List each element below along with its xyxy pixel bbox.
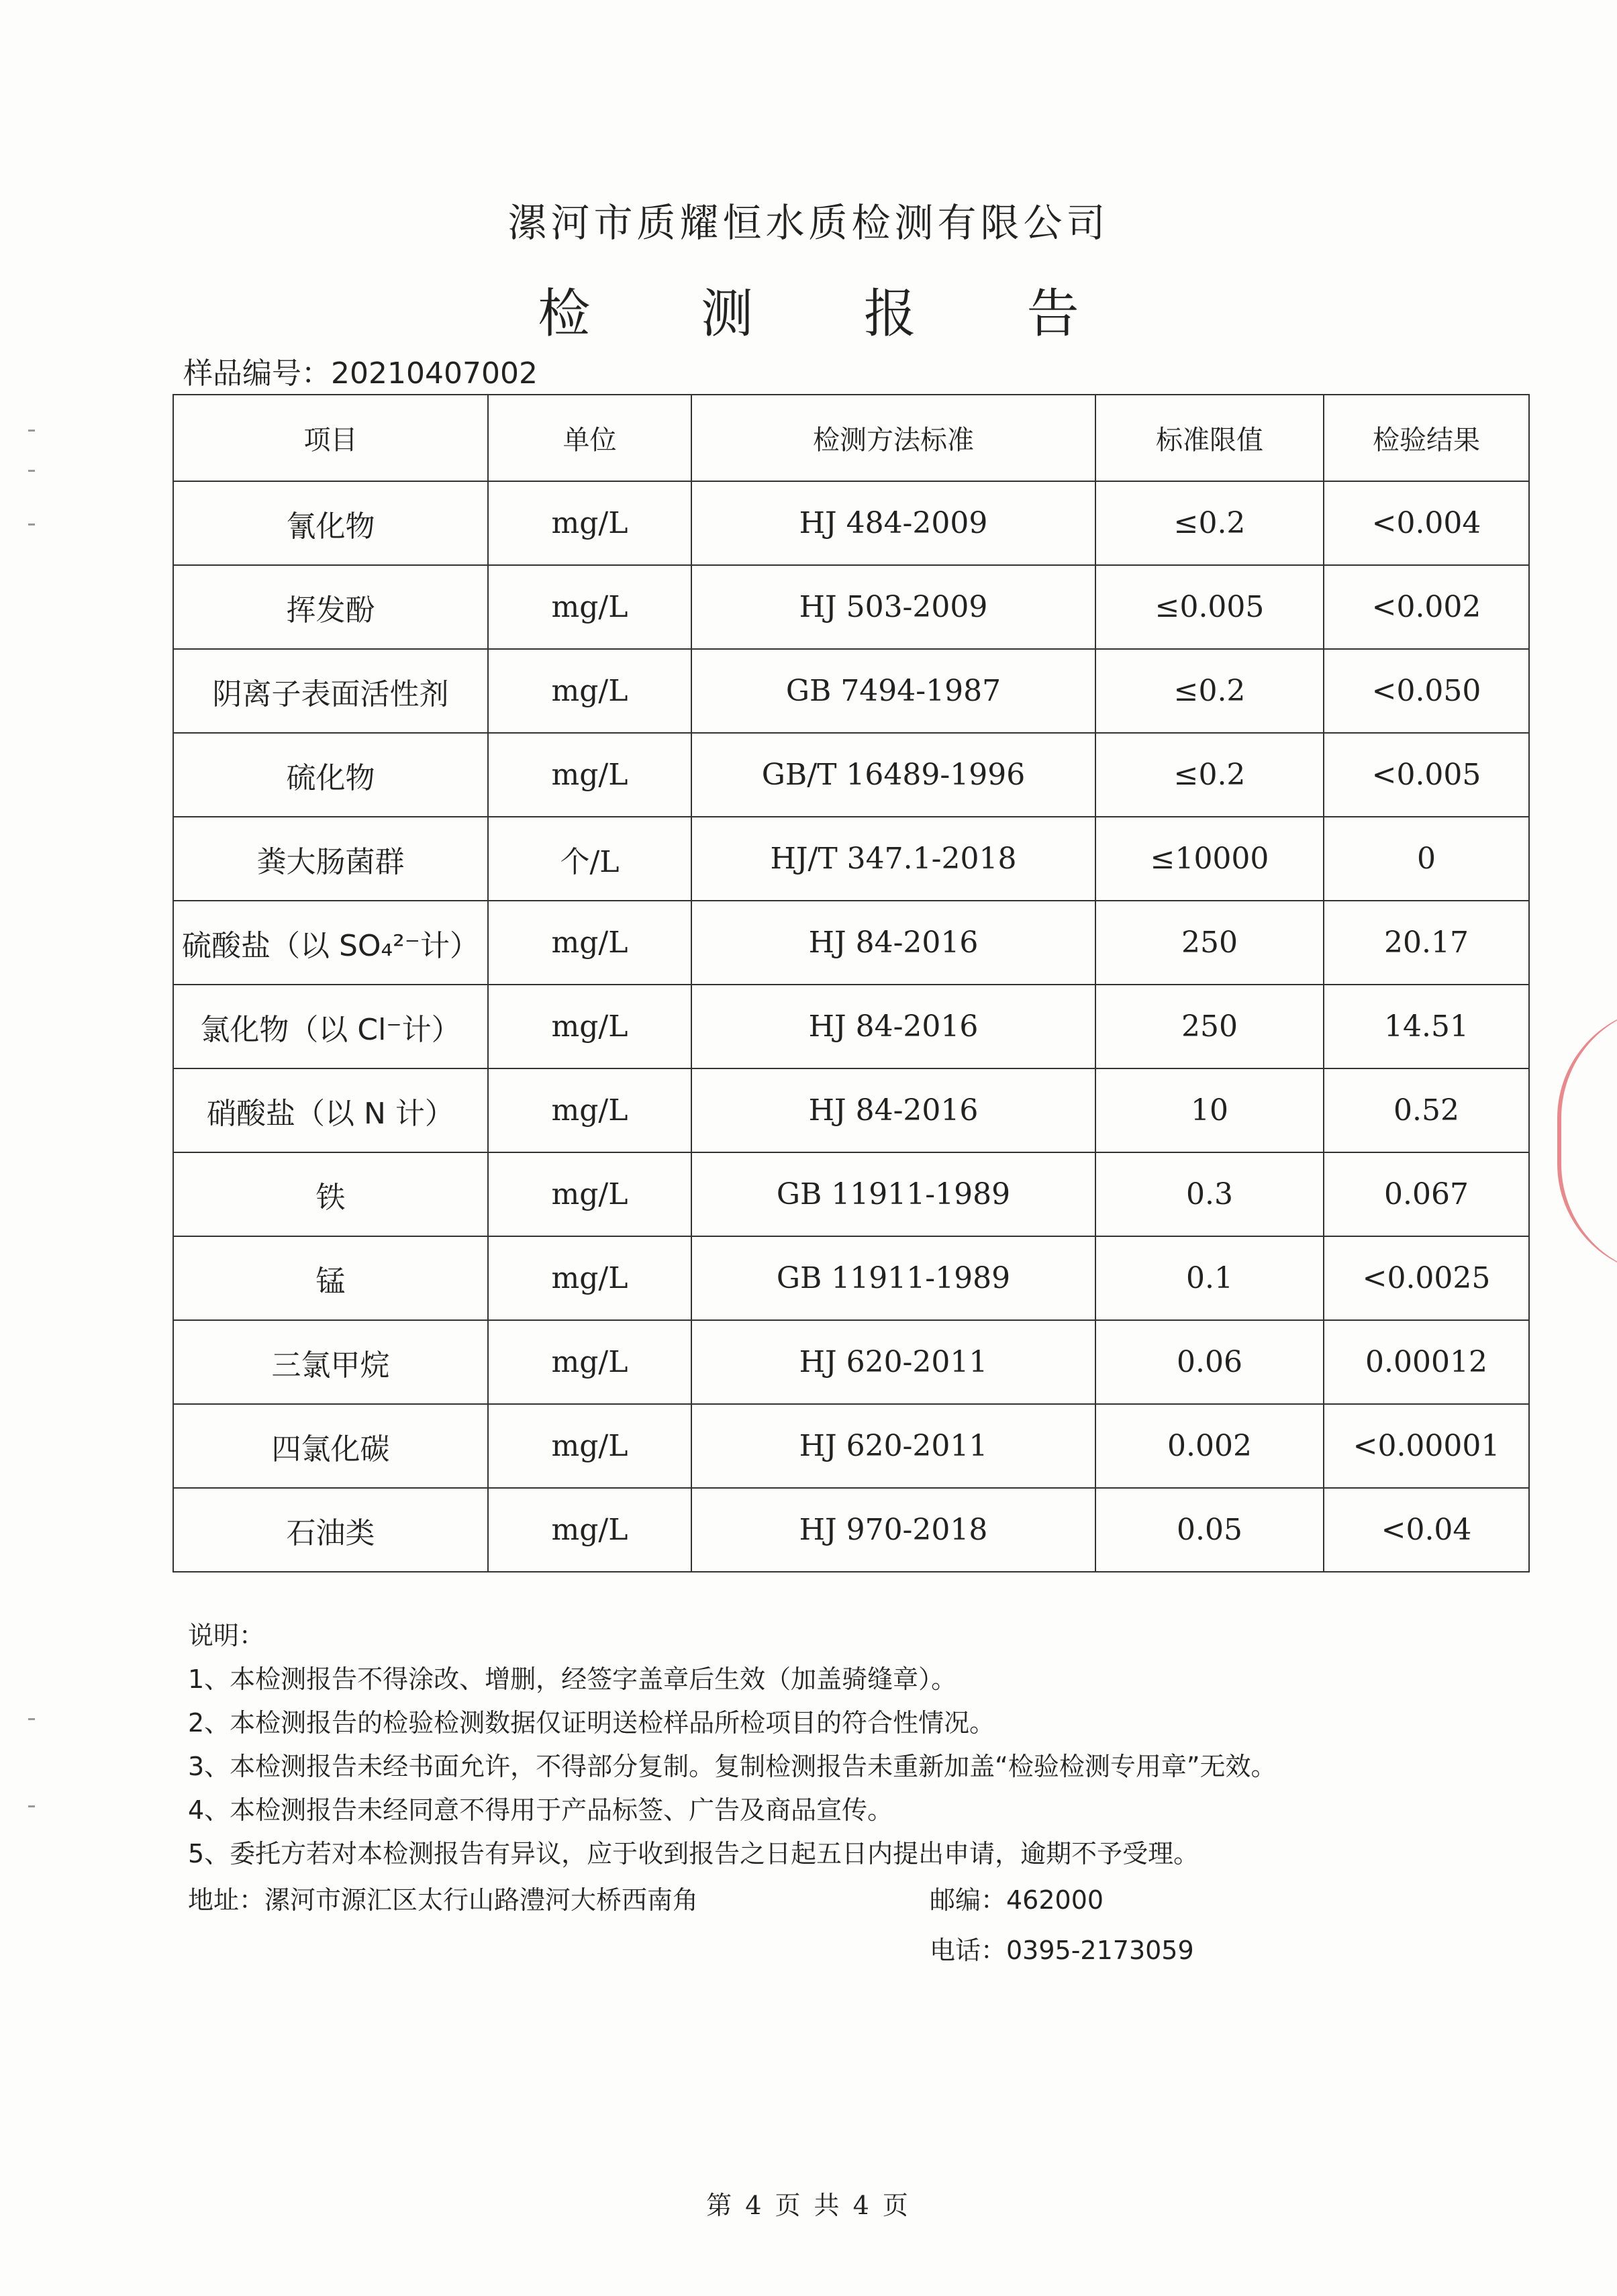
- table-row: [173, 1152, 1529, 1236]
- page-number: 第 4 页 共 4 页: [706, 2191, 911, 2220]
- cell-method: GB 11911-1989: [691, 1152, 1095, 1236]
- postcode: 邮编：462000: [930, 1885, 1104, 1915]
- cell-item: 氰化物: [173, 481, 488, 565]
- cell-method: HJ 970-2018: [691, 1488, 1095, 1572]
- address: 地址：漯河市源汇区太行山路澧河大桥西南角: [188, 1885, 699, 1915]
- cell-limit: 10: [1095, 1068, 1324, 1152]
- col-header-result: 检验结果: [1324, 395, 1529, 481]
- cell-limit: 0.3: [1095, 1152, 1324, 1236]
- cell-method: GB/T 16489-1996: [691, 733, 1095, 817]
- cell-method: HJ 620-2011: [691, 1404, 1095, 1488]
- table-row: [173, 985, 1529, 1068]
- cell-item: 石油类: [173, 1488, 488, 1572]
- cell-method: HJ 84-2016: [691, 985, 1095, 1068]
- cell-method: HJ 84-2016: [691, 1068, 1095, 1152]
- seal-stamp-edge: [1557, 1007, 1617, 1275]
- cell-unit: mg/L: [488, 1152, 691, 1236]
- cell-unit: mg/L: [488, 1488, 691, 1572]
- cell-result: <0.04: [1324, 1488, 1529, 1572]
- notes-section: [188, 1614, 1530, 1876]
- table-row: [173, 901, 1529, 985]
- cell-item: 硫酸盐（以 SO₄²⁻计）: [173, 901, 488, 985]
- cell-method: GB 11911-1989: [691, 1236, 1095, 1320]
- cell-item: 硫化物: [173, 733, 488, 817]
- cell-result: <0.005: [1324, 733, 1529, 817]
- cell-unit: mg/L: [488, 481, 691, 565]
- cell-result: 14.51: [1324, 985, 1529, 1068]
- cell-item: 锰: [173, 1236, 488, 1320]
- cell-limit: ≤0.2: [1095, 733, 1324, 817]
- cell-method: HJ/T 347.1-2018: [691, 817, 1095, 901]
- note-line: 1、本检测报告不得涂改、增删，经签字盖章后生效（加盖骑缝章）。: [188, 1664, 957, 1694]
- col-header-unit: 单位: [488, 395, 691, 481]
- cell-result: <0.00001: [1324, 1404, 1529, 1488]
- cell-result: 0.52: [1324, 1068, 1529, 1152]
- phone: 电话：0395-2173059: [930, 1936, 1194, 1965]
- cell-unit: mg/L: [488, 565, 691, 649]
- note-line: 3、本检测报告未经书面允许，不得部分复制。复制检测报告未重新加盖“检验检测专用章”无效。: [188, 1752, 1277, 1781]
- cell-result: 20.17: [1324, 901, 1529, 985]
- table-row: [173, 1068, 1529, 1152]
- cell-item: 挥发酚: [173, 565, 488, 649]
- cell-limit: ≤0.005: [1095, 565, 1324, 649]
- cell-limit: 250: [1095, 901, 1324, 985]
- cell-limit: ≤0.2: [1095, 481, 1324, 565]
- table-row: [173, 1404, 1529, 1488]
- table-row: [173, 1488, 1529, 1572]
- cell-unit: mg/L: [488, 1236, 691, 1320]
- cell-result: <0.002: [1324, 565, 1529, 649]
- cell-unit: mg/L: [488, 1068, 691, 1152]
- sample-number: [183, 349, 538, 392]
- cell-result: 0: [1324, 817, 1529, 901]
- scan-mark: [28, 1805, 35, 1807]
- company-name: 漯河市质耀恒水质检测有限公司: [507, 200, 1110, 246]
- cell-unit: mg/L: [488, 649, 691, 733]
- cell-result: 0.00012: [1324, 1320, 1529, 1404]
- cell-method: HJ 503-2009: [691, 565, 1095, 649]
- cell-limit: 0.1: [1095, 1236, 1324, 1320]
- cell-limit: ≤0.2: [1095, 649, 1324, 733]
- table-row: [173, 481, 1529, 565]
- scan-mark: [28, 523, 35, 526]
- cell-limit: 0.06: [1095, 1320, 1324, 1404]
- table-row: [173, 649, 1529, 733]
- cell-item: 三氯甲烷: [173, 1320, 488, 1404]
- cell-result: 0.067: [1324, 1152, 1529, 1236]
- cell-limit: ≤10000: [1095, 817, 1324, 901]
- cell-result: <0.050: [1324, 649, 1529, 733]
- scan-mark: [28, 470, 35, 472]
- sample-number-value: 20210407002: [331, 356, 538, 391]
- cell-item: 氯化物（以 Cl⁻计）: [173, 985, 488, 1068]
- table-row: [173, 817, 1529, 901]
- cell-item: 阴离子表面活性剂: [173, 649, 488, 733]
- report-title: 检 测 报 告: [538, 284, 1126, 344]
- col-header-method: 检测方法标准: [691, 395, 1095, 481]
- cell-limit: 0.002: [1095, 1404, 1324, 1488]
- col-header-limit: 标准限值: [1095, 395, 1324, 481]
- cell-item: 铁: [173, 1152, 488, 1236]
- cell-unit: 个/L: [488, 817, 691, 901]
- cell-limit: 0.05: [1095, 1488, 1324, 1572]
- table-row: [173, 733, 1529, 817]
- sample-number-label: 样品编号：: [183, 356, 331, 391]
- table-row: [173, 565, 1529, 649]
- table-row: [173, 1320, 1529, 1404]
- cell-unit: mg/L: [488, 901, 691, 985]
- cell-method: HJ 484-2009: [691, 481, 1095, 565]
- scan-mark: [28, 1718, 35, 1720]
- scan-mark: [28, 430, 35, 432]
- cell-unit: mg/L: [488, 985, 691, 1068]
- note-line: 4、本检测报告未经同意不得用于产品标签、广告及商品宣传。: [188, 1795, 893, 1825]
- cell-item: 粪大肠菌群: [173, 817, 488, 901]
- cell-item: 硝酸盐（以 N 计）: [173, 1068, 488, 1152]
- cell-limit: 250: [1095, 985, 1324, 1068]
- cell-result: <0.0025: [1324, 1236, 1529, 1320]
- cell-item: 四氯化碳: [173, 1404, 488, 1488]
- notes-heading: 说明：: [188, 1621, 265, 1650]
- table-row: [173, 1236, 1529, 1320]
- col-header-item: 项目: [173, 395, 488, 481]
- results-table: [173, 394, 1530, 1573]
- cell-method: HJ 620-2011: [691, 1320, 1095, 1404]
- note-line: 2、本检测报告的检验检测数据仅证明送检样品所检项目的符合性情况。: [188, 1708, 995, 1738]
- cell-unit: mg/L: [488, 1320, 691, 1404]
- cell-unit: mg/L: [488, 1404, 691, 1488]
- cell-method: GB 7494-1987: [691, 649, 1095, 733]
- cell-result: <0.004: [1324, 481, 1529, 565]
- table-header-row: [173, 395, 1529, 481]
- note-line: 5、委托方若对本检测报告有异议，应于收到报告之日起五日内提出申请，逾期不予受理。: [188, 1839, 1199, 1868]
- cell-method: HJ 84-2016: [691, 901, 1095, 985]
- cell-unit: mg/L: [488, 733, 691, 817]
